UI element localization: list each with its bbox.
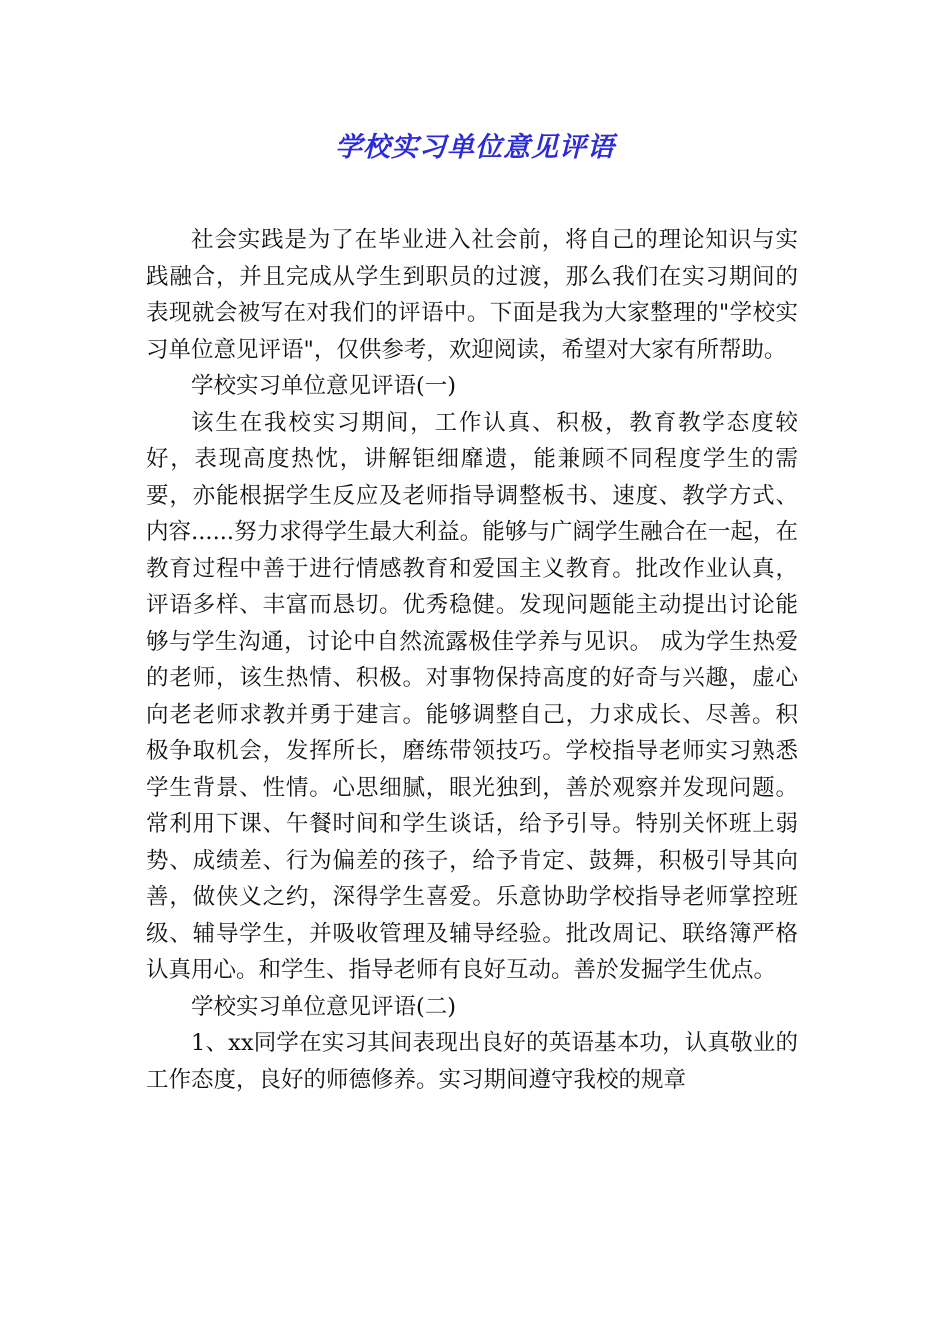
comment-paragraph-2: 1、xx同学在实习其间表现出良好的英语基本功，认真敬业的工作态度，良好的师德修养。实习期间遵守我校的规章 (146, 1030, 798, 1093)
intro-paragraph: 社会实践是为了在毕业进入社会前，将自己的理论知识与实践融合，并且完成从学生到职员的过渡，那么我们在实习期间的表现就会被写在对我们的评语中。下面是我为大家整理的"学校实习单位意见评语"，仅供参考，欢迎阅读，希望对大家有所帮助。 (146, 227, 798, 363)
section-heading-2: 学校实习单位意见评语(二) (191, 993, 457, 1020)
comment-paragraph-1: 该生在我校实习期间，工作认真、积极，教育教学态度较好，表现高度热忱，讲解钜细靡遗，能兼顾不同程度学生的需要，亦能根据学生反应及老师指导调整板书、速度、教学方式、内容......努力求得学生最大利益。能够与广阔学生融合在一起，在教育过程中善于进行情感教育和爱国主义教育。批改作业认真，评语多样、丰富而恳切。优秀稳健。发现问题能主动提出讨论能够与学生沟通，讨论中自然流露极佳学养与见识。 成为学生热爱的老师，该生热情、积极。对事物保持高度的好奇与兴趣，虚心向老老师求教并勇于建言。能够调整自己，力求成长、尽善。积极争取机会，发挥所长，磨练带领技巧。学校指导老师实习熟悉学生背景、性情。心思细腻，眼光独到，善於观察并发现问题。常利用下课、午餐时间和学生谈话，给予引导。特别关怀班上弱势、成绩差、行为偏差的孩子，给予肯定、鼓舞，积极引导其向善，做侠义之约，深得学生喜爱。乐意协助学校指导老师掌控班级、辅导学生，并吸收管理及辅导经验。批改周记、联络簿严格认真用心。和学生、指导老师有良好互动。善於发掘学生优点。 (146, 409, 798, 983)
document-title: 学校实习单位意见评语 (335, 132, 615, 163)
document-body (146, 222, 798, 1098)
section-heading-1: 学校实习单位意见评语(一) (191, 373, 457, 399)
